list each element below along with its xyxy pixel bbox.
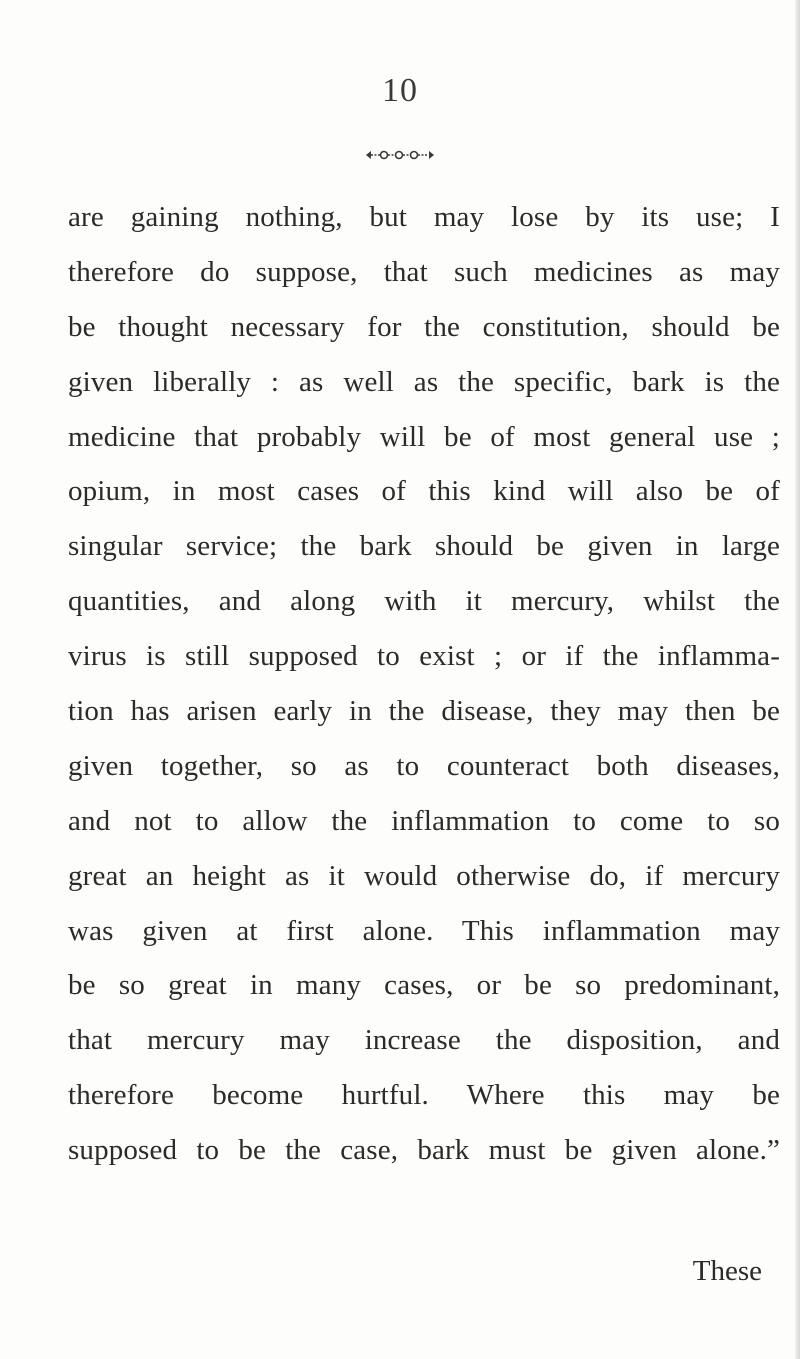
text-line: that mercury may increase the disposition, and [68,1024,780,1057]
text-line: singular service; the bark should be given in large [68,530,780,563]
text-line: was given at first alone. This inflammation may [68,914,780,947]
catchword: These [692,1255,762,1287]
text-line: given together, so as to counteract both diseases, [68,749,780,782]
body-paragraph [68,190,780,1178]
text-line: virus is still supposed to exist ; or if the inflamma- [68,640,780,673]
printers-ornament-icon [0,147,800,169]
text-line: therefore become hurtful. Where this may be [68,1079,780,1112]
text-line: medicine that probably will be of most general use ; [68,420,780,453]
text-line: are gaining nothing, but may lose by its use; I [68,201,780,233]
text-line: and not to allow the inflammation to come to so [68,804,780,837]
page-edge [795,0,800,1359]
text-line: be thought necessary for the constitution, should be [68,310,780,343]
text-line: tion has arisen early in the disease, they may then be [68,695,780,728]
text-line: supposed to be the case, bark must be given alone.” [68,1134,780,1167]
text-line: quantities, and along with it mercury, whilst the [68,585,780,618]
text-line: therefore do suppose, that such medicines as may [68,255,780,288]
text-line: given liberally : as well as the specific, bark is the [68,365,780,398]
text-line: be so great in many cases, or be so predominant, [68,969,780,1002]
page-number: 10 [382,72,418,109]
text-line: opium, in most cases of this kind will also be of [68,475,780,508]
text-line: great an height as it would otherwise do, if mercury [68,859,780,892]
